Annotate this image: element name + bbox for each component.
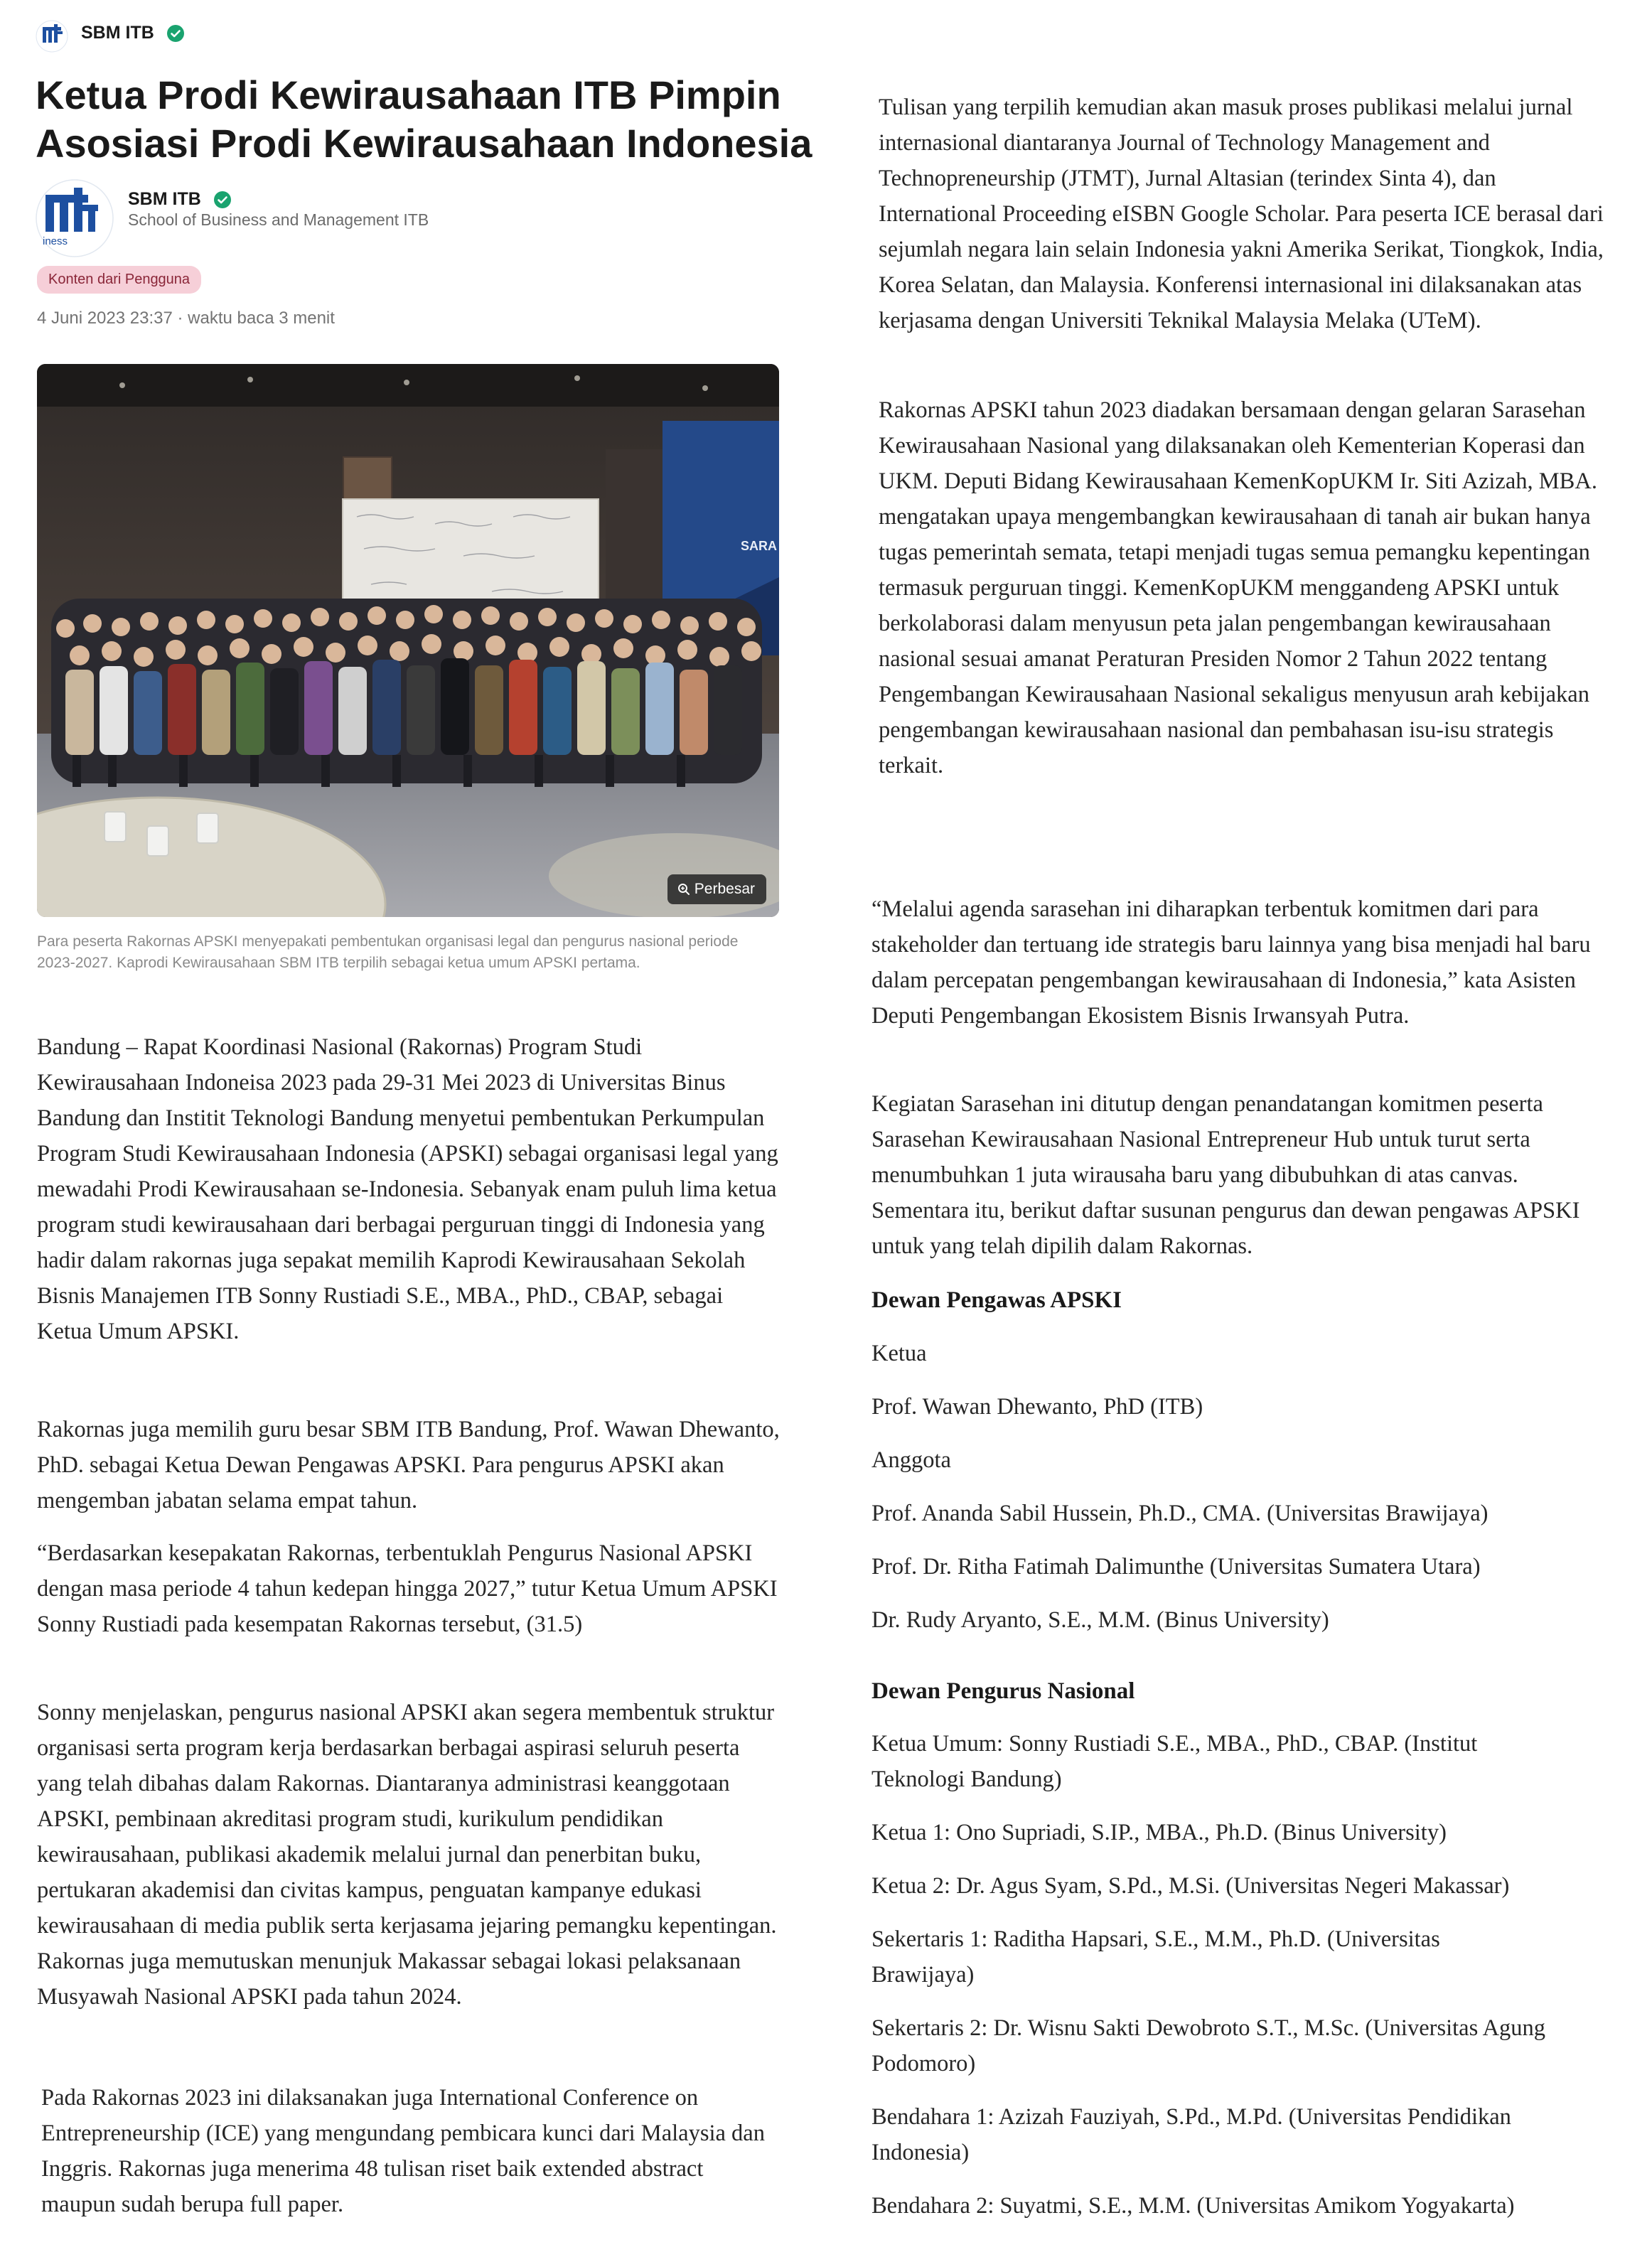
screen-text: SARA [741, 539, 778, 553]
publisher-name-text[interactable]: SBM ITB [81, 23, 154, 43]
article-meta: 4 Juni 2023 23:37 · waktu baca 3 menit [37, 309, 335, 328]
pengurus-item-5: Sekertaris 2: Dr. Wisnu Sakti Dewobroto S.T., M.Sc. (Universitas Agung Podomoro) [871, 2015, 1546, 2076]
zoom-label[interactable]: Perbesar [694, 881, 755, 897]
paragraph-9: Kegiatan Sarasehan ini ditutup dengan penandatangan komitmen peserta Sarasehan Kewirausahaan Nasional Entrepreneur Hub untuk turut serta menumbuhkan 1 juta wirausaha baru yang dibubuhkan di atas canvas. Sementara itu, berikut daftar susunan pengurus dan dewan pengawas APSKI untuk yang telah dipilih dalam Rakornas. [871, 1091, 1580, 1259]
user-content-badge[interactable]: Konten dari Pengguna [37, 266, 201, 294]
group-photo-illustration [37, 364, 779, 917]
article-title: Ketua Prodi Kewirausahaan ITB Pimpin Asosiasi Prodi Kewirausahaan Indonesia [36, 73, 812, 166]
author-name-text[interactable]: SBM ITB [128, 189, 201, 209]
author-organization: School of Business and Management ITB [128, 210, 429, 229]
pengurus-item-7: Bendahara 2: Suyatmi, S.E., M.M. (Universitas Amikom Yogyakarta) [871, 2193, 1515, 2219]
photo-caption: Para peserta Rakornas APSKI menyepakati pembentukan organisasi legal dan pengurus nasional periode 2023-2027. Kaprodi Kewirausahaan SBM ITB terpilih sebagai ketua umum APSKI pertama. [37, 933, 739, 971]
paragraph-2: Rakornas juga memilih guru besar SBM ITB Bandung, Prof. Wawan Dhewanto, PhD. sebagai Ketua Dewan Pengawas APSKI. Para pengurus APSKI akan mengemban jabatan selama empat tahun. [37, 1417, 780, 1513]
pengawas-anggota-1: Prof. Ananda Sabil Hussein, Ph.D., CMA. (Universitas Brawijaya) [871, 1501, 1489, 1526]
pengawas-anggota-3: Dr. Rudy Aryanto, S.E., M.M. (Binus University) [871, 1607, 1329, 1633]
pengurus-item-4: Sekertaris 1: Raditha Hapsari, S.E., M.M., Ph.D. (Universitas Brawijaya) [871, 1926, 1440, 1988]
pengurus-item-1: Ketua Umum: Sonny Rustiadi S.E., MBA., PhD., CBAP. (Institut Teknologi Bandung) [871, 1731, 1478, 1792]
paragraph-8: “Melalui agenda sarasehan ini diharapkan terbentuk komitmen dari para stakeholder dan tertuang ide strategis baru lainnya yang bisa menjadi hal baru dalam percepatan pengembangan kewirausahaan di Indonesia,” kata Asisten Deputi Pengembangan Ekosistem Bisnis Irwansyah Putra. [871, 896, 1591, 1029]
pengurus-item-2: Ketua 1: Ono Supriadi, S.IP., MBA., Ph.D. (Binus University) [871, 1820, 1447, 1845]
publisher-logo[interactable] [36, 179, 114, 257]
verified-icon [213, 191, 232, 209]
zoom-icon [677, 883, 690, 896]
author-name[interactable] [128, 189, 232, 210]
pengawas-anggota-2: Prof. Dr. Ritha Fatimah Dalimunthe (Universitas Sumatera Utara) [871, 1554, 1481, 1580]
paragraph-1: Bandung – Rapat Koordinasi Nasional (Rakornas) Program Studi Kewirausahaan Indoneisa 2023 pada 29-31 Mei 2023 di Universitas Binus Bandung dan Institit Teknologi Bandung menyetui pembentukan Perkumpulan Program Studi Kewirausahaan Indonesia (APSKI) sebagai organisasi legal yang mewadahi Prodi Kewirausahaan se-Indonesia. Sebanyak enam puluh lima ketua program studi kewirausahaan dari berbagai perguruan tinggi di Indonesia yang hadir dalam rakornas juga sepakat memilih Kaprodi Kewirausahaan Sekolah Bisnis Manajemen ITB Sonny Rustiadi S.E., MBA., PhD., CBAP, sebagai Ketua Umum APSKI. [37, 1034, 778, 1344]
pengurus-item-3: Ketua 2: Dr. Agus Syam, S.Pd., M.Si. (Universitas Negeri Makassar) [871, 1873, 1510, 1899]
paragraph-7: Rakornas APSKI tahun 2023 diadakan bersamaan dengan gelaran Sarasehan Kewirausahaan Nasional yang dilaksanakan oleh Kementerian Koperasi dan UKM. Deputi Bidang Kewirausahaan KemenKopUKM Ir. Siti Azizah, MBA. mengatakan upaya mengembangkan kewirausahaan di tanah air bukan hanya tugas pemerintah semata, tetapi menjadi tugas semua pemangku kepentingan termasuk perguruan tinggi. KemenKopUKM menggandeng APSKI untuk berkolaborasi dalam menyusun peta jalan pengembangan kewirausahaan nasional sesuai amanat Peraturan Presiden Nomor 2 Tahun 2022 tentang Pengembangan Kewirausahaan Nasional sekaligus menyusun arah kebijakan pengembangan kewirausahaan nasional dan pembahasan isu-isu strategis terkait. [879, 397, 1597, 778]
pengawas-ketua-name: Prof. Wawan Dhewanto, PhD (ITB) [871, 1394, 1203, 1420]
pengurus-item-6: Bendahara 1: Azizah Fauziyah, S.Pd., M.Pd. (Universitas Pendidikan Indonesia) [871, 2104, 1511, 2165]
dewan-pengurus-heading: Dewan Pengurus Nasional [871, 1678, 1135, 1704]
people-group [51, 599, 762, 787]
publisher-logo-small[interactable] [36, 20, 68, 53]
paragraph-5: Pada Rakornas 2023 ini dilaksanakan juga International Conference on Entrepreneurship (ICE) yang mengundang pembicara kunci dari Malaysia dan Inggris. Rakornas juga menerima 48 tulisan riset baik extended abstract maupun sudah berupa full paper. [41, 2085, 765, 2217]
pengawas-anggota-label: Anggota [871, 1447, 951, 1473]
publisher-name-top[interactable] [81, 23, 185, 43]
zoom-button[interactable] [667, 874, 766, 904]
article-photo[interactable] [37, 364, 779, 917]
dewan-pengawas-heading: Dewan Pengawas APSKI [871, 1287, 1122, 1313]
svg-text:iness: iness [43, 235, 68, 247]
paragraph-3: “Berdasarkan kesepakatan Rakornas, terbentuklah Pengurus Nasional APSKI dengan masa periode 4 tahun kedepan hingga 2027,” tutur Ketua Umum APSKI Sonny Rustiadi pada kesempatan Rakornas tersebut, (31.5) [37, 1540, 778, 1637]
paragraph-6: Tulisan yang terpilih kemudian akan masuk proses publikasi melalui jurnal internasional diantaranya Journal of Technology Management and Technopreneurship (JTMT), Jurnal Altasian (terindex Sinta 4), dan International Proceeding eISBN Google Scholar. Para peserta ICE berasal dari sejumlah negara lain selain Indonesia yakni Amerika Serikat, Tiongkok, India, Korea Selatan, dan Malaysia. Konferensi internasional ini dilaksanakan atas kerjasama dengan Universiti Teknikal Malaysia Melaka (UTeM). [879, 95, 1604, 333]
pengawas-ketua-label: Ketua [871, 1341, 927, 1366]
paragraph-4: Sonny menjelaskan, pengurus nasional APSKI akan segera membentuk struktur organisasi serta program kerja berdasarkan berbagai aspirasi seluruh peserta yang telah dibahas dalam Rakornas. Diantaranya administrasi keanggotaan APSKI, pembinaan akreditasi program studi, kurikulum pendidikan kewirausahaan, publikasi akademik melalui jurnal dan penerbitan buku, pertukaran akademisi dan civitas kampus, penguatan kampanye edukasi kewirausahaan di media publik serta kerjasama jejaring pemangku kepentingan. Rakornas juga memutuskan menunjuk Makassar sebagai lokasi pelaksanaan Musyawah Nasional APSKI pada tahun 2024. [37, 1700, 777, 2010]
verified-icon [166, 24, 185, 43]
